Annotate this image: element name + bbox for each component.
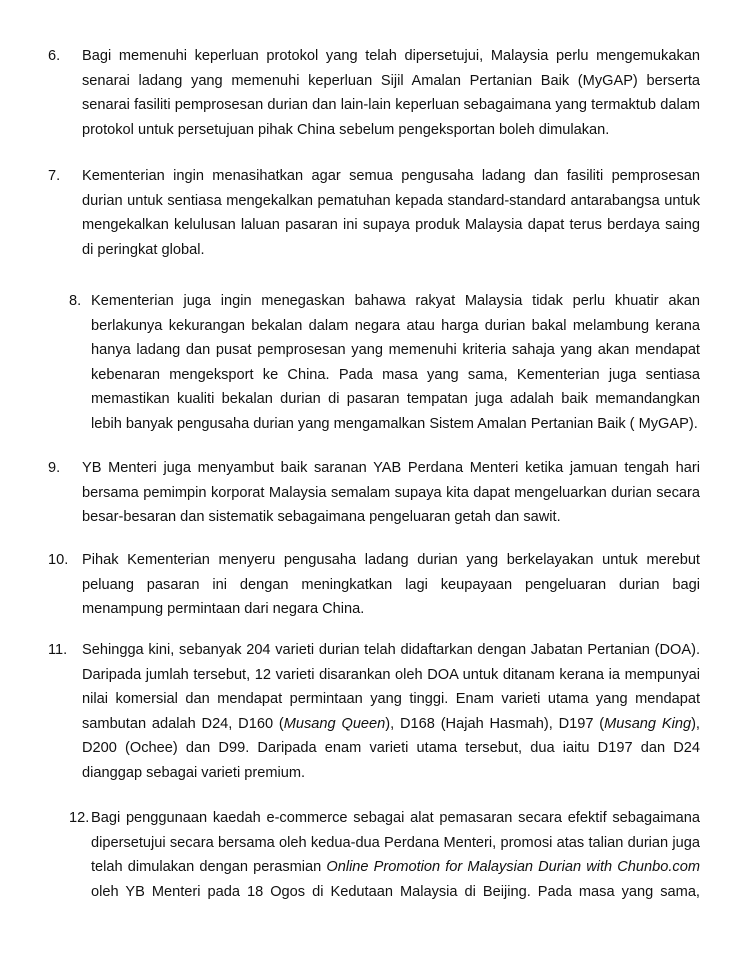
paragraph-number: 6. — [48, 48, 61, 64]
paragraph-6 — [48, 44, 700, 142]
paragraph-text — [91, 806, 700, 904]
paragraph-text: Kementerian ingin menasihatkan agar semua pengusaha ladang dan fasiliti pemprosesan durian untuk sentiasa mengekalkan pematuhan kepada standard-standard antarabangsa untuk mengekalkan kelulusan laluan pasaran ini supaya produk Malaysia dapat terus berdaya saing di peringkat global. — [82, 168, 700, 258]
text-run: Sehingga kini, sebanyak 204 varieti durian telah didaftarkan dengan Jabatan Pertanian (DOA). Daripada jumlah tersebut, 12 varieti disarankan oleh DOA untuk ditanam kerana ia mempunyai nilai komersial dan mendapat permintaan yang tinggi. Enam varieti utama yang mendapat sambutan adalah D24, D160 ( — [82, 642, 700, 732]
paragraph-11 — [48, 638, 700, 786]
paragraph-7 — [48, 164, 700, 262]
paragraph-number: 12. — [69, 810, 90, 826]
text-run: ), D168 (Hajah Hasmah), D197 ( — [385, 715, 605, 732]
variety-name-italic: Musang Queen — [283, 715, 386, 732]
paragraph-text: Pihak Kementerian menyeru pengusaha ladang durian yang berkelayakan untuk merebut peluang pasaran ini dengan meningkatkan lagi keupayaan pengeluaran durian bagi menampung permintaan dari negara China. — [82, 552, 700, 618]
paragraph-9 — [48, 456, 700, 530]
paragraph-number: 10. — [48, 552, 69, 568]
text-run: oleh YB Menteri pada 18 Ogos di Kedutaan Malaysia di Beijing. Pada masa yang sama, — [91, 883, 700, 900]
paragraph-number: 7. — [48, 168, 61, 184]
text-run: Bagi penggunaan kaedah e-commerce sebagai alat pemasaran secara efektif sebagaimana dipersetujui secara bersama oleh kedua-dua Perdana Menteri, promosi atas talian durian juga telah dimulakan dengan perasmian — [91, 810, 700, 876]
paragraph-number: 9. — [48, 460, 61, 476]
paragraph-number: 11. — [48, 642, 68, 658]
paragraph-12 — [69, 806, 700, 904]
paragraph-number: 8. — [69, 293, 82, 309]
paragraph-10 — [48, 548, 700, 622]
paragraph-8 — [69, 289, 700, 437]
paragraph-text: Bagi memenuhi keperluan protokol yang telah dipersetujui, Malaysia perlu mengemukakan senarai ladang yang memenuhi keperluan Sijil Amalan Pertanian Baik (MyGAP) berserta senarai fasiliti pemprosesan durian dan lain-lain keperluan sebagaimana yang termaktub dalam protokol untuk persetujuan pihak China sebelum pengeksportan boleh dimulakan. — [82, 48, 700, 138]
variety-name-italic: Musang King — [604, 715, 692, 732]
paragraph-text — [82, 638, 700, 786]
paragraph-text: YB Menteri juga menyambut baik saranan YAB Perdana Menteri ketika jamuan tengah hari bersama pemimpin korporat Malaysia semalam supaya kita dapat mengeluarkan durian secara besar-besaran dan sistematik sebagaimana pengeluaran getah dan sawit. — [82, 460, 700, 526]
text-run: ), D200 (Ochee) dan D99. Daripada enam varieti utama tersebut, dua iaitu D197 dan D24 dianggap sebagai varieti premium. — [82, 715, 700, 781]
paragraph-text: Kementerian juga ingin menegaskan bahawa rakyat Malaysia tidak perlu khuatir akan berlakunya kekurangan bekalan dalam negara atau harga durian bakal melambung kerana hanya ladang dan pusat pemprosesan yang memenuhi kriteria sahaja yang akan mendapat kebenaran mengeksport ke China. Pada masa yang sama, Kementerian juga sentiasa memastikan kualiti bekalan durian di pasaran tempatan juga adalah baik memandangkan lebih banyak pengusaha durian yang mengamalkan Sistem Amalan Pertanian Baik ( MyGAP). — [91, 293, 700, 432]
promotion-title-italic: Online Promotion for Malaysian Durian with Chunbo.com — [326, 859, 700, 876]
